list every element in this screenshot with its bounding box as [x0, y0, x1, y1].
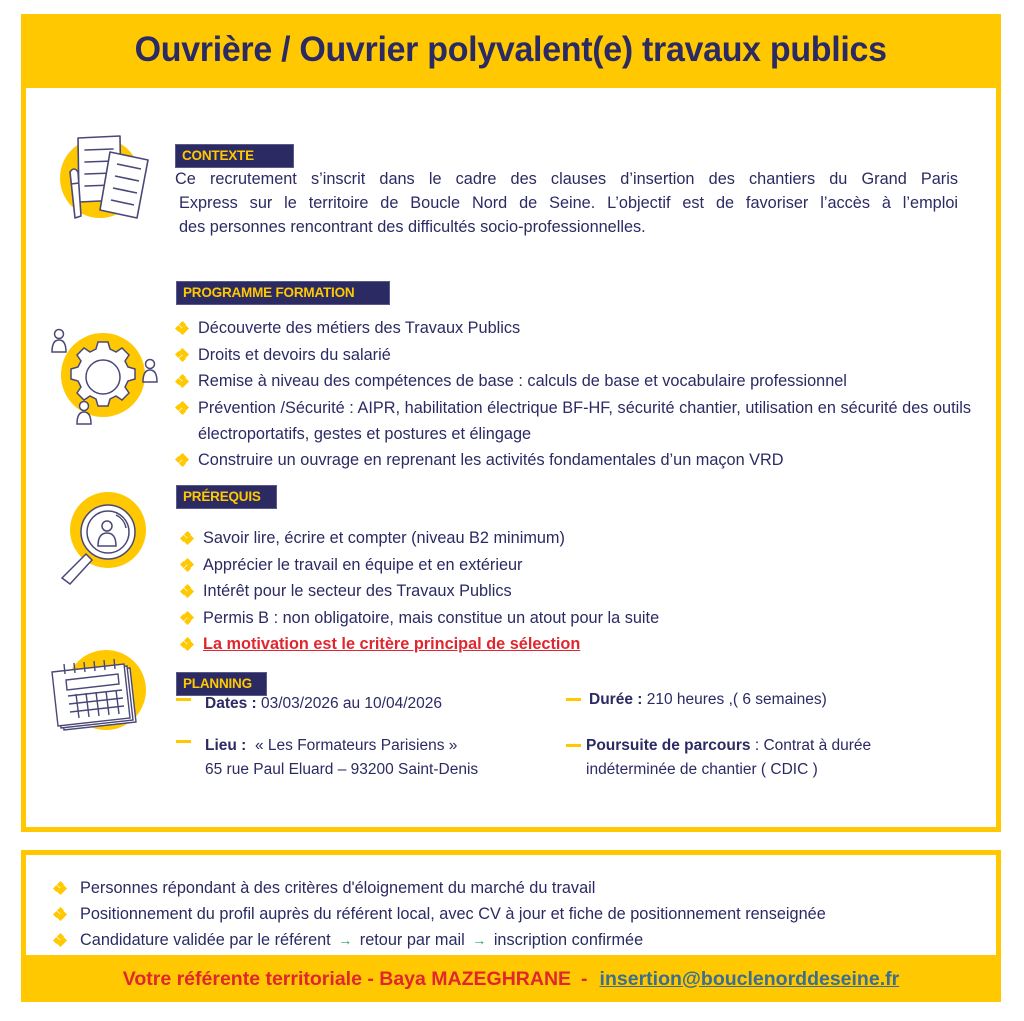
contact-separator: -	[581, 967, 588, 990]
dash-bullet-icon	[566, 744, 581, 747]
planning-poursuite: Poursuite de parcours : Contrat à durée indéterminée de chantier ( CDIC )	[566, 734, 966, 782]
diamond-bullet-icon	[181, 532, 193, 544]
diamond-bullet-icon	[181, 638, 193, 650]
section-label-planning: PLANNING	[176, 672, 267, 696]
contexte-line-2: Express sur le territoire de Boucle Nord de Seine. L’objectif est de favoriser l’accès à l’emploi	[179, 194, 958, 212]
contact-line	[21, 960, 1001, 998]
diamond-bullet-icon	[54, 882, 66, 894]
list-item: Permis B : non obligatoire, mais constitue un atout pour la suite	[181, 605, 801, 632]
diamond-bullet-icon	[176, 349, 188, 361]
section-label-contexte: CONTEXTE	[175, 144, 294, 168]
contexte-line-3: des personnes rencontrant des difficultés socio-professionnelles.	[179, 218, 646, 236]
diamond-bullet-icon	[54, 934, 66, 946]
dash-bullet-icon	[176, 740, 191, 743]
list-item: Intérêt pour le secteur des Travaux Publics	[181, 578, 801, 605]
gear-people-icon	[48, 320, 158, 430]
list-item: Apprécier le travail en équipe et en extérieur	[181, 552, 801, 579]
main-body	[26, 88, 996, 827]
list-item: Droits et devoirs du salarié	[176, 342, 971, 369]
section-label-prerequis: PRÉREQUIS	[176, 485, 277, 509]
list-item: Savoir lire, écrire et compter (niveau B2 minimum)	[181, 525, 801, 552]
bottom-card	[21, 850, 1001, 1002]
calendar-icon	[44, 638, 154, 748]
email-link[interactable]: insertion@bouclenorddeseine.fr	[599, 967, 900, 990]
list-item: Prévention /Sécurité : AIPR, habilitation électrique BF-HF, sécurité chantier, utilisation en sécurité des outils électroportatifs, gestes et postures et élingage	[176, 395, 971, 447]
list-item: Remise à niveau des compétences de base : calculs de base et vocabulaire professionnel	[176, 368, 971, 395]
contexte-line-1: Ce recrutement s’inscrit dans le cadre des clauses d’insertion des chantiers du Grand Paris	[175, 170, 958, 188]
dash-bullet-icon	[566, 698, 581, 701]
eligibility-list	[54, 875, 826, 953]
section-label-programme: PROGRAMME FORMATION	[176, 281, 390, 305]
diamond-bullet-icon	[176, 402, 188, 414]
contact-label: Votre référente territoriale - Baya MAZEGHRANE	[122, 967, 572, 990]
planning-lieu: Lieu : « Les Formateurs Parisiens » 65 rue Paul Eluard – 93200 Saint-Denis	[176, 734, 556, 782]
main-card	[21, 14, 1001, 832]
bottom-body	[26, 855, 996, 955]
diamond-bullet-icon	[176, 454, 188, 466]
diamond-bullet-icon	[176, 322, 188, 334]
diamond-bullet-icon	[176, 375, 188, 387]
diamond-bullet-icon	[54, 908, 66, 920]
magnifier-person-icon	[48, 488, 158, 598]
documents-pen-icon	[48, 126, 158, 236]
diamond-bullet-icon	[181, 559, 193, 571]
diamond-bullet-icon	[181, 612, 193, 624]
diamond-bullet-icon	[181, 585, 193, 597]
list-item: Positionnement du profil auprès du référent local, avec CV à jour et fiche de positionnement renseignée	[54, 901, 826, 927]
title-bar	[21, 14, 1001, 86]
programme-list	[176, 315, 971, 473]
list-item: Découverte des métiers des Travaux Publics	[176, 315, 971, 342]
dash-bullet-icon	[176, 698, 191, 701]
list-item: Construire un ouvrage en reprenant les activités fondamentales d’un maçon VRD	[176, 447, 971, 474]
prerequis-list	[181, 525, 801, 658]
arrow-right-icon: →	[472, 932, 487, 948]
page-title: Ouvrière / Ouvrier polyvalent(e) travaux publics	[134, 30, 888, 69]
arrow-right-icon: →	[338, 932, 353, 948]
list-item-highlight: La motivation est le critère principal de sélection	[181, 631, 801, 658]
planning-dates: Dates : 03/03/2026 au 10/04/2026	[176, 692, 536, 716]
planning-duree: Durée : 210 heures ,( 6 semaines)	[566, 688, 966, 712]
list-item-steps: Candidature validée par le référent → retour par mail → inscription confirmée	[54, 927, 826, 953]
list-item: Personnes répondant à des critères d'éloignement du marché du travail	[54, 875, 826, 901]
